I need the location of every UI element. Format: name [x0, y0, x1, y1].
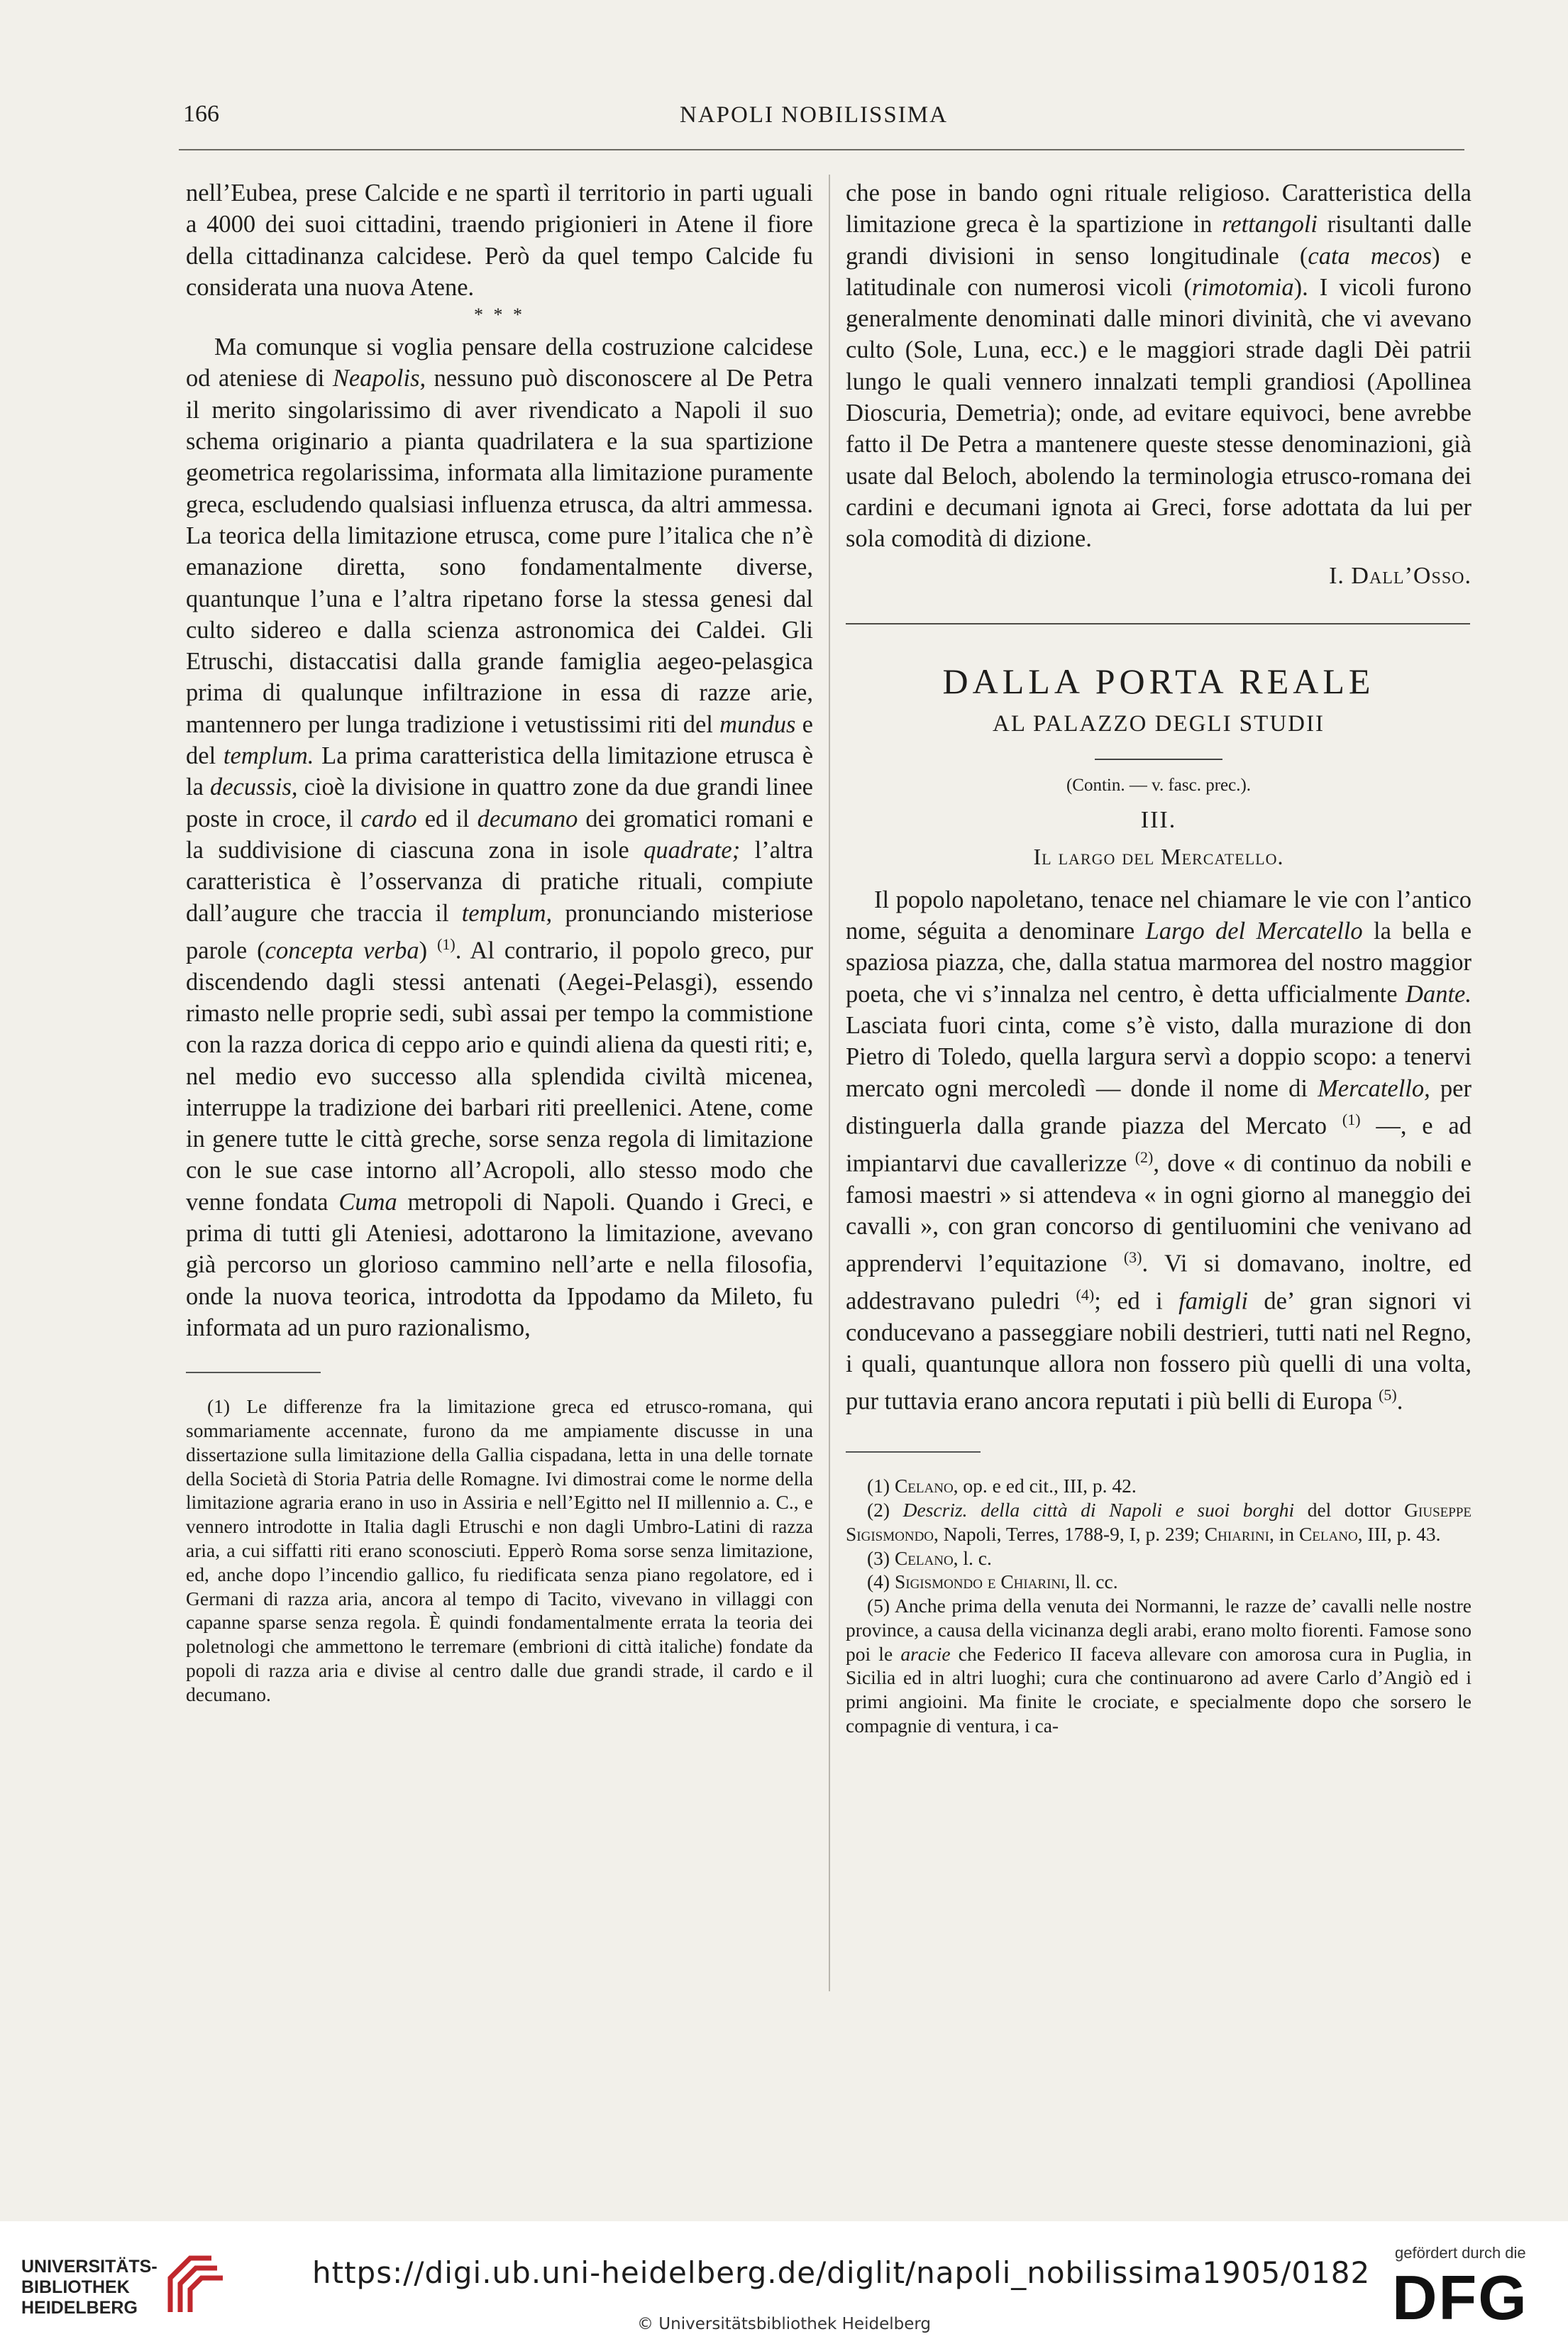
article-separator — [846, 623, 1470, 624]
copyright-notice: © Universitätsbibliothek Heidelberg — [637, 2315, 932, 2333]
footnote: (1) Le differenze fra la limitazione greca ed etrusco-romana, qui sommariamente accennate, furono da me ampiamente discusse in una dissertazione sulla limitazione della Gallia cispadana, letta in una delle tornate della Società di Storia Patria delle Romagne. Ivi dimostrai come le norme della limitazione agraria erano in uso in Assiria e nell’Egitto nel II millennio a. C., e vennero introdotte in Italia dagli Etruschi e non dagli Umbro-Latini di razza aria, a cui siffatti riti erano sconosciuti. Epperò Roma sorse senza limitazione, ed, anche dopo l’incendio gallico, fu riedificata senza piano regolatore, ed i Germani di razza aria, ancora al tempo di Tacito, vivevano in villaggi con capanne sparse senza regola. È quindi fondamentalmente errata la teoria dei poletnologi che ammettono le terremare (embrioni di città italiche) fondate da popoli di razza aria e divise al centro dalle due grandi strade, il cardo e il decumano. — [186, 1395, 813, 1705]
dfg-logo[interactable]: DFG — [1392, 2262, 1528, 2333]
section-heading: Il largo del Mercatello. — [1033, 843, 1284, 869]
left-footnotes — [186, 1394, 813, 1706]
footnote-ref: (1) — [437, 935, 456, 953]
author-signature: I. Dall’Osso. — [1329, 562, 1472, 589]
footnote-ref: (5) — [1379, 1386, 1397, 1404]
title-rule — [1095, 759, 1222, 760]
footnote: (3) Celano, l. c. — [867, 1546, 992, 1569]
right-column — [846, 177, 1472, 1738]
left-column — [186, 177, 813, 1707]
footnote-rule — [186, 1372, 321, 1373]
article-subtitle: AL PALAZZO DEGLI STUDII — [993, 710, 1325, 737]
right-footnotes — [846, 1474, 1472, 1738]
page-header — [0, 0, 1568, 149]
funding-note: gefördert durch die — [1395, 2244, 1526, 2262]
footnote: (1) Celano, op. e ed cit., III, p. 42. — [867, 1475, 1137, 1497]
header-rule — [179, 149, 1464, 150]
library-logo-icon[interactable] — [162, 2250, 229, 2317]
chapter-number: III. — [1140, 806, 1177, 833]
paragraph: Ma comunque si voglia pensare della costruzione calcidese od ateniese di Neapolis, nessuno può disconoscere al De Petra il merito singolarissimo di aver rivendicato a Napoli il suo schema originario a pianta quadrilatera e la sua spartizione geometrica regolarissima, informata alla limitazione puramente greca, escludendo qualsiasi influenza etrusca, da altri ammessa. La teorica della limitazione etrusca, come pure l’italica che n’è emanazione diretta, sono fondamentalmente diverse, quantunque l’una e l’altra ripetano forse la stessa genesi dal culto sidereo e dalla scienza astronomica dei Caldei. Gli Etruschi, distaccatisi dalla grande famiglia aegeo-pelasgica prima di qualunque infiltrazione in essa di razze arie, mantennero per lunga tradizione i vetustissimi riti del mundus e del templum. La prima caratteristica della limitazione etrusca è la decussis, cioè la divisione in quattro zone da due grandi linee poste in croce, il cardo ed il decumano dei gromatici romani e la suddivisione di ciascuna zona in isole quadrate; l’altra caratteristica è l’osservanza di pratiche rituali, compiute dall’augure che traccia il templum, pronunciando misteriose parole (concepta verba) $^{(1)}$. Al contrario, il popolo greco, pur discendendo dagli stessi antenati (Aegei-Pelasgi), essendo rimasto nelle proprie sedi, subì assai per tempo la commistione con la razza dorica di ceppo ario e quindi aliena da questi riti; e, nel medio evo successo alla splendida civiltà micenea, interruppe la tradizione dei barbari riti preellenici. Atene, come in genere tutte le città greche, sorse senza regola di limitazione con le sue case intorno all’Acropoli, allo stesso modo che venne fondata Cuma metropoli di Napoli. Quando i Greci, e prima di tutti gli Ateniesi, adottarono la limitazione, avevano già percorso un glorioso cammino nell’arte e nella filosofia, onde la nuova teorica, introdotta da Ippodamo da Mileto, fu informata ad un puro razionalismo, — [186, 334, 814, 1341]
paragraph: nell’Eubea, prese Calcide e ne spartì il territorio in parti uguali a 4000 dei suoi cittadini, traendo prigionieri in Atene il fiore della cittadinanza calcidese. Però da quel tempo Calcide fu considerata una nuova Atene. — [186, 180, 813, 301]
paragraph: che pose in bando ogni rituale religioso. Caratteristica della limitazione greca è la spartizione in rettangoli risultanti dalle grandi divisioni in senso longitudinale (cata mecos) e latitudinale con numerosi vicoli (rimotomia). I vicoli furono generalmente denominati dalle minori divinità, che vi avevano culto (Sole, Luna, ecc.) e le maggiori strade dagli Dèi patrii lungo le quali vennero innalzati templi grandiosi (Apollinea Dioscuria, Demetria); onde, ad evitare equivoci, bene avrebbe fatto il De Petra a mantenere queste stesse denominazioni, già usate dal Beloch, abolendo la terminologia etrusco-romana dei cardini e decumani ignota ai Greci, forse adottata da lui per sola comodità di dizione. — [846, 180, 1472, 553]
library-logo-text[interactable]: UNIVERSITÄTS- BIBLIOTHEK HEIDELBERG — [21, 2257, 158, 2318]
running-title: NAPOLI NOBILISSIMA — [680, 102, 948, 128]
paragraph: Il popolo napoletano, tenace nel chiamare le vie con l’antico nome, séguita a denominare Largo del Mercatello la bella e spaziosa piazza, che, dalla statua marmorea del nostro maggior poeta, che vi s’innalza nel centro, è detta ufficialmente Dante. Lasciata fuori cinta, come s’è visto, dalla murazione di don Pietro di Toledo, quella largura servì a doppio scopo: a tenervi mercato ogni mercoledì — donde il nome di Mercatello, per distinguerla dalla grande piazza del Mercato $^{(1)}$ —, e ad impiantarvi due cavallerizze $^{(2)}$, dove « di continuo da nobili e famosi maestri » si attendeva « in ogni giorno al maneggio dei cavalli », con gran concorso di gentiluomini che venivano ad apprendervi l’equitazione $^{(3)}$. Vi si domavano, inoltre, ed addestravano puledri $^{(4)}$; ed i famigli de’ gran signori vi conducevano a passeggiare nobili destrieri, tutti nati nel Regno, i quali, quantunque allora non fossero più quelli di una volta, pur tuttavia erano ancora reputati i più belli di Europa $^{(5)}$. — [846, 886, 1472, 1415]
footnote-rule — [846, 1451, 981, 1453]
footnote: (5) Anche prima della venuta dei Normanni, le razze de’ cavalli nelle nostre province, a causa della vicinanza degli arabi, erano molto fiorenti. Famose sono poi le aracie che Federico II faceva allevare con amorosa cura in Puglia, in Sicilia ed in altri luoghi; cura che continuarono ad avere Carlo d’Angiò ed i primi angioini. Ma finite le crociate, e specialmente dopo che sorsero le compagnie di ventura, i ca- — [846, 1595, 1472, 1737]
continuation-note: (Contin. — v. fasc. prec.). — [1066, 775, 1252, 795]
right-body — [846, 177, 1472, 592]
footnote: (2) Descriz. della città di Napoli e suoi borghi del dottor Giuseppe Sigismondo, Napoli, Terres, 1788-9, I, p. 239; Chiarini, in Celano, III, p. 43. — [846, 1498, 1472, 1545]
footnote-ref: (4) — [1076, 1285, 1095, 1304]
article-title: DALLA PORTA REALE — [942, 661, 1375, 701]
page-number: 166 — [183, 101, 219, 127]
right-body-2 — [846, 884, 1472, 1417]
footnote: (4) Sigismondo e Chiarini, ll. cc. — [867, 1570, 1118, 1593]
footnote-ref: (3) — [1123, 1248, 1142, 1267]
section-stars: * * * — [474, 304, 525, 326]
footnote-ref: (2) — [1134, 1148, 1154, 1166]
left-body — [186, 177, 813, 1343]
footnote-ref: (1) — [1342, 1110, 1361, 1128]
permalink-url[interactable]: https://digi.ub.uni-heidelberg.de/diglit/napoli_nobilissima1905/0182 — [312, 2255, 1371, 2290]
column-divider — [829, 175, 830, 1991]
